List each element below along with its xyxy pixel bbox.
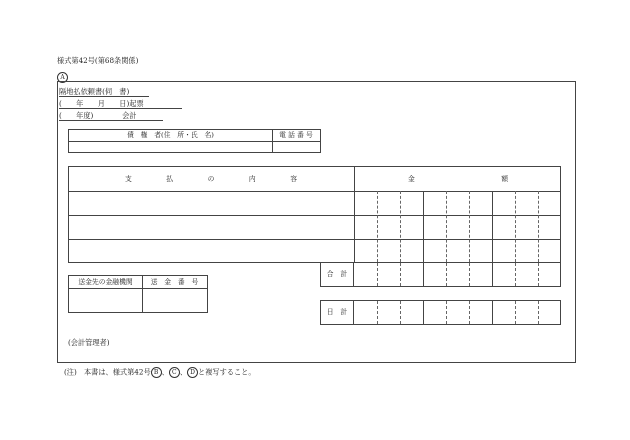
form-title: 隔地払依頼書(伺 書) bbox=[59, 88, 149, 97]
creditor-table bbox=[68, 129, 321, 153]
amount-header: 金 額 bbox=[408, 175, 508, 183]
circled-letter-a: A bbox=[57, 72, 68, 83]
footnote-suffix: と複写すること。 bbox=[198, 367, 256, 377]
accounting-manager-label: (会計管理者) bbox=[68, 338, 110, 347]
footnote-prefix: (注) 本書は、様式第42号 bbox=[64, 367, 151, 377]
content-header: 支 払 の 内 容 bbox=[125, 175, 297, 183]
circled-letter-b: B bbox=[151, 367, 162, 378]
circled-letter-d: D bbox=[187, 367, 198, 378]
issue-date-line: ( 年 月 日)起票 bbox=[59, 100, 182, 109]
daily-total-row bbox=[320, 300, 561, 325]
fiscal-year-line: ( 年度) 会計 bbox=[59, 112, 163, 121]
payment-table bbox=[68, 166, 561, 263]
form-number: 様式第42号(第68条関係) bbox=[57, 56, 139, 65]
creditor-header: 債 権 者(住 所・氏 名) bbox=[127, 131, 214, 139]
subtotal-row bbox=[320, 262, 561, 287]
remit-number-header: 送 金 番 号 bbox=[150, 278, 199, 286]
daily-total-label: 日 計 bbox=[326, 308, 348, 316]
footnote: (注) 本書は、様式第42号 B 、 C 、 D と複写すること。 bbox=[64, 367, 256, 377]
subtotal-label: 合 計 bbox=[326, 270, 348, 278]
bank-header: 送金先の金融機関 bbox=[78, 278, 133, 286]
phone-header: 電 話 番 号 bbox=[279, 131, 313, 139]
remittance-table bbox=[68, 275, 208, 313]
circled-letter-c: C bbox=[169, 367, 180, 378]
